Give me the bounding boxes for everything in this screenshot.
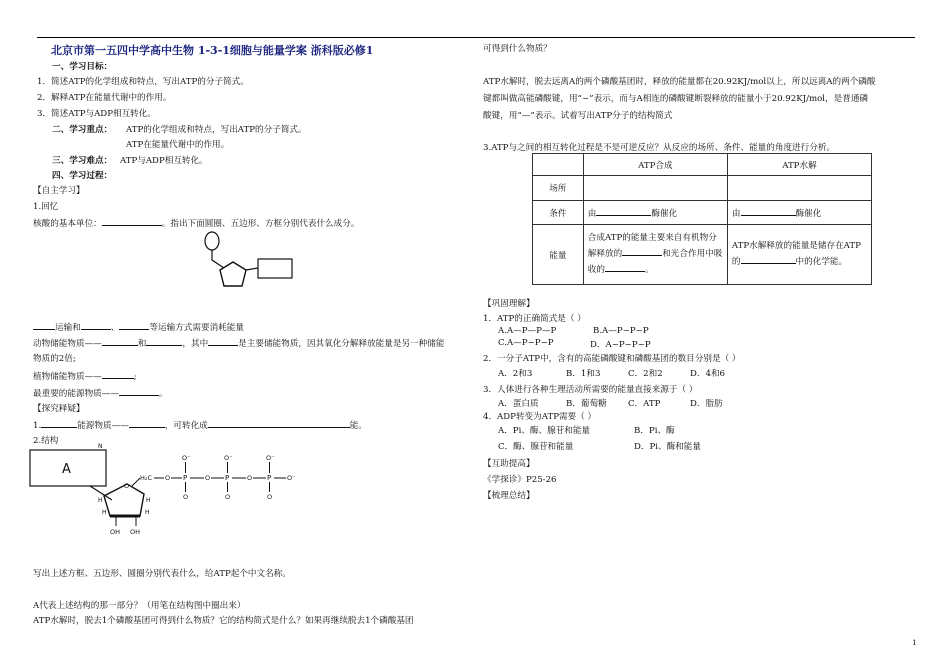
nucleotide-diagram	[200, 228, 300, 296]
reference-text: 《学探诊》P25-26	[483, 475, 557, 485]
plant-blank[interactable]	[102, 369, 134, 379]
phosphate-circle	[205, 232, 219, 250]
transport-text-b: 、	[110, 323, 120, 333]
question-1	[33, 418, 367, 431]
animal-text-a: 动物储能物质——	[33, 339, 102, 349]
energy-synth-text-c: 。	[645, 265, 654, 275]
ribose-h-1: H	[98, 497, 103, 504]
base-rectangle	[258, 259, 292, 278]
consolidate-heading: 【巩固理解】	[483, 299, 535, 309]
adenine-box-label: A	[62, 462, 71, 477]
table-header-synthesis: ATP合成	[583, 154, 727, 176]
mc-question-1: 1．ATP的正确简式是（ ）	[483, 314, 586, 324]
o-terminal: O⁻	[287, 474, 296, 482]
mc-question-4: 4．ADP转变为ATP需要（ ）	[483, 412, 597, 422]
sugar-base-bond	[246, 268, 258, 270]
table-header-hydrolysis: ATP水解	[727, 154, 871, 176]
nucleotide-text-b: 。指出下面圆圈、五边形、方框分别代表什么成分。	[161, 219, 360, 229]
help-heading: 【互助提高】	[483, 459, 535, 469]
hydrolysis-para-2: 键都叫做高能磷酸键，用“~”表示，而与A相连的磷酸键断裂释放的能量小于20.92KJ/mol，是普通磷	[483, 94, 869, 104]
mc-q4-option-b[interactable]: B．Pi、酶	[634, 426, 675, 436]
q1-text-b: 能源物质——	[77, 421, 129, 431]
q1-text-d: 能。	[349, 421, 367, 431]
page-number: 1	[912, 638, 917, 647]
transport-blank-3[interactable]	[119, 320, 149, 330]
cell-energy-hydrolysis	[727, 225, 871, 285]
question-b: ATP水解时，脱去1个磷酸基团可得到什么物质？它的结构简式是什么？如果再继续脱去1个磷酸基团	[33, 616, 414, 626]
animal-text-c: ，其中	[182, 339, 209, 349]
energy-synth-blank-1[interactable]	[622, 246, 662, 256]
question-2-description: 写出上述方框、五边形、圆圈分别代表什么，给ATP起个中文名称。	[33, 569, 291, 579]
o-link-2: O	[205, 474, 211, 482]
energy-hydro-blank[interactable]	[741, 254, 796, 264]
cell-location-synthesis[interactable]	[583, 176, 727, 201]
ch2-bond	[132, 478, 140, 486]
q1-blank-1[interactable]	[41, 418, 77, 428]
continued-text: 可得到什么物质？	[483, 44, 552, 54]
p-gamma: P	[267, 474, 272, 482]
transport-blank-2[interactable]	[81, 320, 111, 330]
goal-3: 3．简述ATP与ADP相互转化。	[37, 109, 156, 119]
mc-q3-option-d[interactable]: D．脂肪	[690, 399, 723, 409]
ch2-label: H₂C	[140, 474, 153, 482]
mc-question-3: 3．人体进行各种生理活动所需要的能量直接来源于（ ）	[483, 385, 698, 395]
p-gamma-o-bottom: O	[267, 493, 273, 501]
energy-synth-blank-2[interactable]	[605, 262, 645, 272]
p-beta-o-bottom: O	[225, 493, 231, 501]
hydrolysis-para-1: ATP水解时，脱去远离A的两个磷酸基团时，释放的能量都在20.92KJ/mol以上，所以远离A的两个磷酸	[483, 77, 876, 87]
key-point-1: ATP的化学组成和特点，写出ATP的分子简式。	[126, 125, 307, 135]
mc-q1-option-d[interactable]: D．A~P~P~P	[590, 340, 651, 350]
goal-2: 2．解释ATP在能量代谢中的作用。	[37, 93, 172, 103]
atp-comparison-table	[532, 153, 872, 285]
pentose-pentagon	[220, 262, 246, 286]
key-points-heading: 二、学习重点：	[52, 125, 113, 135]
energy-synth-text-a: 合成ATP的能量主要来自有机物分解释放的	[587, 233, 717, 259]
transport-blank-1[interactable]	[33, 320, 55, 330]
main-energy-blank[interactable]	[119, 386, 159, 396]
row-label-condition: 条件	[533, 201, 584, 225]
animal-blank-1[interactable]	[102, 336, 138, 346]
mc-q1-option-c[interactable]: C.A—P~P~P	[498, 338, 554, 348]
q1-number: 1.	[33, 421, 42, 431]
mc-q4-option-a[interactable]: A．Pi、酶、腺苷和能量	[498, 426, 591, 436]
mc-q3-option-c[interactable]: C．ATP	[628, 399, 661, 409]
mc-q2-option-a[interactable]: A．2和3	[498, 369, 533, 379]
key-point-2: ATP在能量代谢中的作用。	[126, 140, 230, 150]
plant-text-end: ;	[133, 372, 137, 382]
mc-q1-option-a[interactable]: A.A—P—P—P	[498, 326, 557, 336]
row-label-location: 场所	[533, 176, 584, 201]
table-corner	[533, 154, 584, 176]
transport-text-c: 等运输方式需要消耗能量	[149, 323, 244, 333]
energy-synth-text-b: 和光合作用中吸收的	[587, 249, 723, 275]
difficulty-text: ATP与ADP相互转化。	[120, 156, 208, 166]
goal-1: 1．简述ATP的化学组成和特点，写出ATP的分子简式。	[37, 77, 249, 87]
recall-label: 1.回忆	[33, 202, 59, 212]
animal-text-d: 是主要储能物质，因其氧化分解释放能量是另一种储能	[238, 339, 445, 349]
mc-q3-option-a[interactable]: A．蛋白质	[498, 399, 539, 409]
q1-blank-2[interactable]	[129, 418, 165, 428]
process-heading: 四、学习过程：	[52, 171, 113, 181]
main-energy-text: 最重要的能源物质——	[33, 389, 119, 399]
cell-condition-hydrolysis	[727, 201, 871, 225]
transport-line	[33, 320, 244, 333]
mc-q1-option-b[interactable]: B.A—P~P~P	[593, 326, 649, 336]
summary-heading: 【梳理总结】	[483, 491, 535, 501]
atp-structure-diagram	[28, 442, 318, 542]
energy-hydro-text-a: ATP水解释放的能量是储存在ATP的	[731, 241, 861, 267]
oh-label-1: OH	[110, 528, 121, 536]
animal-blank-3[interactable]	[208, 336, 238, 346]
animal-storage-line-2: 物质的2倍;	[33, 354, 76, 364]
transport-text-a: 运输和	[55, 323, 81, 333]
p-alpha: P	[183, 474, 188, 482]
nucleotide-blank[interactable]	[102, 216, 162, 226]
animal-blank-2[interactable]	[146, 336, 182, 346]
mc-q3-option-b[interactable]: B．葡萄糖	[566, 399, 607, 409]
difficulty-heading: 三、学习难点：	[52, 156, 113, 166]
mc-q2-option-d[interactable]: D．4和6	[690, 369, 726, 379]
energy-hydro-text-b: 中的化学能。	[795, 257, 848, 267]
condition-blank-hydrolysis[interactable]	[741, 206, 796, 216]
q1-text-c: ，可转化成	[164, 421, 208, 431]
main-energy-line	[33, 386, 168, 399]
cell-energy-synthesis	[583, 225, 727, 285]
q1-blank-3[interactable]	[208, 418, 350, 428]
animal-text-b: 和	[137, 339, 147, 349]
question-a: A代表上述结构的那一部分？（用笔在结构图中圈出来）	[33, 601, 246, 611]
condition-text-d: 酶催化	[795, 209, 822, 219]
nucleotide-question	[33, 216, 359, 229]
explore-heading: 【探究释疑】	[33, 404, 85, 414]
top-rule	[37, 37, 915, 38]
o-link-3: O	[247, 474, 253, 482]
p-gamma-o-top: O⁻	[266, 454, 275, 462]
nh2-label: N	[98, 443, 103, 450]
p-beta: P	[225, 474, 230, 482]
ribose-o-label: O	[124, 482, 130, 490]
o-link-1: O	[165, 474, 171, 482]
ribose-h-3: H	[102, 509, 107, 516]
phosphate-sugar-bond	[212, 250, 224, 268]
question-3: 3.ATP与之间的相互转化过程是不是可逆反应？从反应的场所、条件、能量的角度进行分析。	[483, 143, 836, 153]
mc-q4-option-d[interactable]: D．Pi、酶和能量	[634, 442, 701, 452]
animal-storage-line	[33, 336, 444, 349]
oh-label-2: OH	[130, 528, 141, 536]
mc-q2-option-b[interactable]: B．1和3	[566, 369, 601, 379]
mc-question-2: 2．一分子ATP中，含有的高能磷酸键和磷酸基团的数目分别是（ ）	[483, 354, 741, 364]
cell-condition-synthesis	[583, 201, 727, 225]
question-2-label: 2.结构	[33, 436, 59, 446]
mc-q2-option-c[interactable]: C．2和2	[628, 369, 663, 379]
mc-q4-option-c[interactable]: C．酶、腺苷和能量	[498, 442, 574, 452]
condition-text-c: 由	[731, 209, 741, 219]
condition-text-b: 酶催化	[651, 209, 678, 219]
row-label-energy: 能量	[533, 225, 584, 285]
condition-blank-synthesis[interactable]	[596, 206, 651, 216]
goals-heading: 一、学习目标：	[52, 62, 113, 72]
hydrolysis-para-3: 酸键，用“—”表示。试着写出ATP分子的结构简式	[483, 111, 673, 121]
plant-text: 植物储能物质——	[33, 372, 102, 382]
p-beta-o-top: O⁻	[224, 454, 233, 462]
p-alpha-o-top: O⁻	[182, 454, 191, 462]
ribose-h-4: H	[145, 509, 150, 516]
main-energy-text-end: 。	[158, 389, 168, 399]
plant-storage-line	[33, 369, 137, 382]
condition-text-a: 由	[587, 209, 597, 219]
self-study-heading: 【自主学习】	[33, 186, 85, 196]
cell-location-hydrolysis[interactable]	[727, 176, 871, 201]
ribose-h-2: H	[146, 497, 151, 504]
p-alpha-o-bottom: O	[183, 493, 189, 501]
document-title: 北京市第一五四中学高中生物 1-3-1细胞与能量学案 浙科版必修1	[51, 44, 374, 57]
nucleotide-text-a: 核酸的基本单位：	[33, 219, 102, 229]
